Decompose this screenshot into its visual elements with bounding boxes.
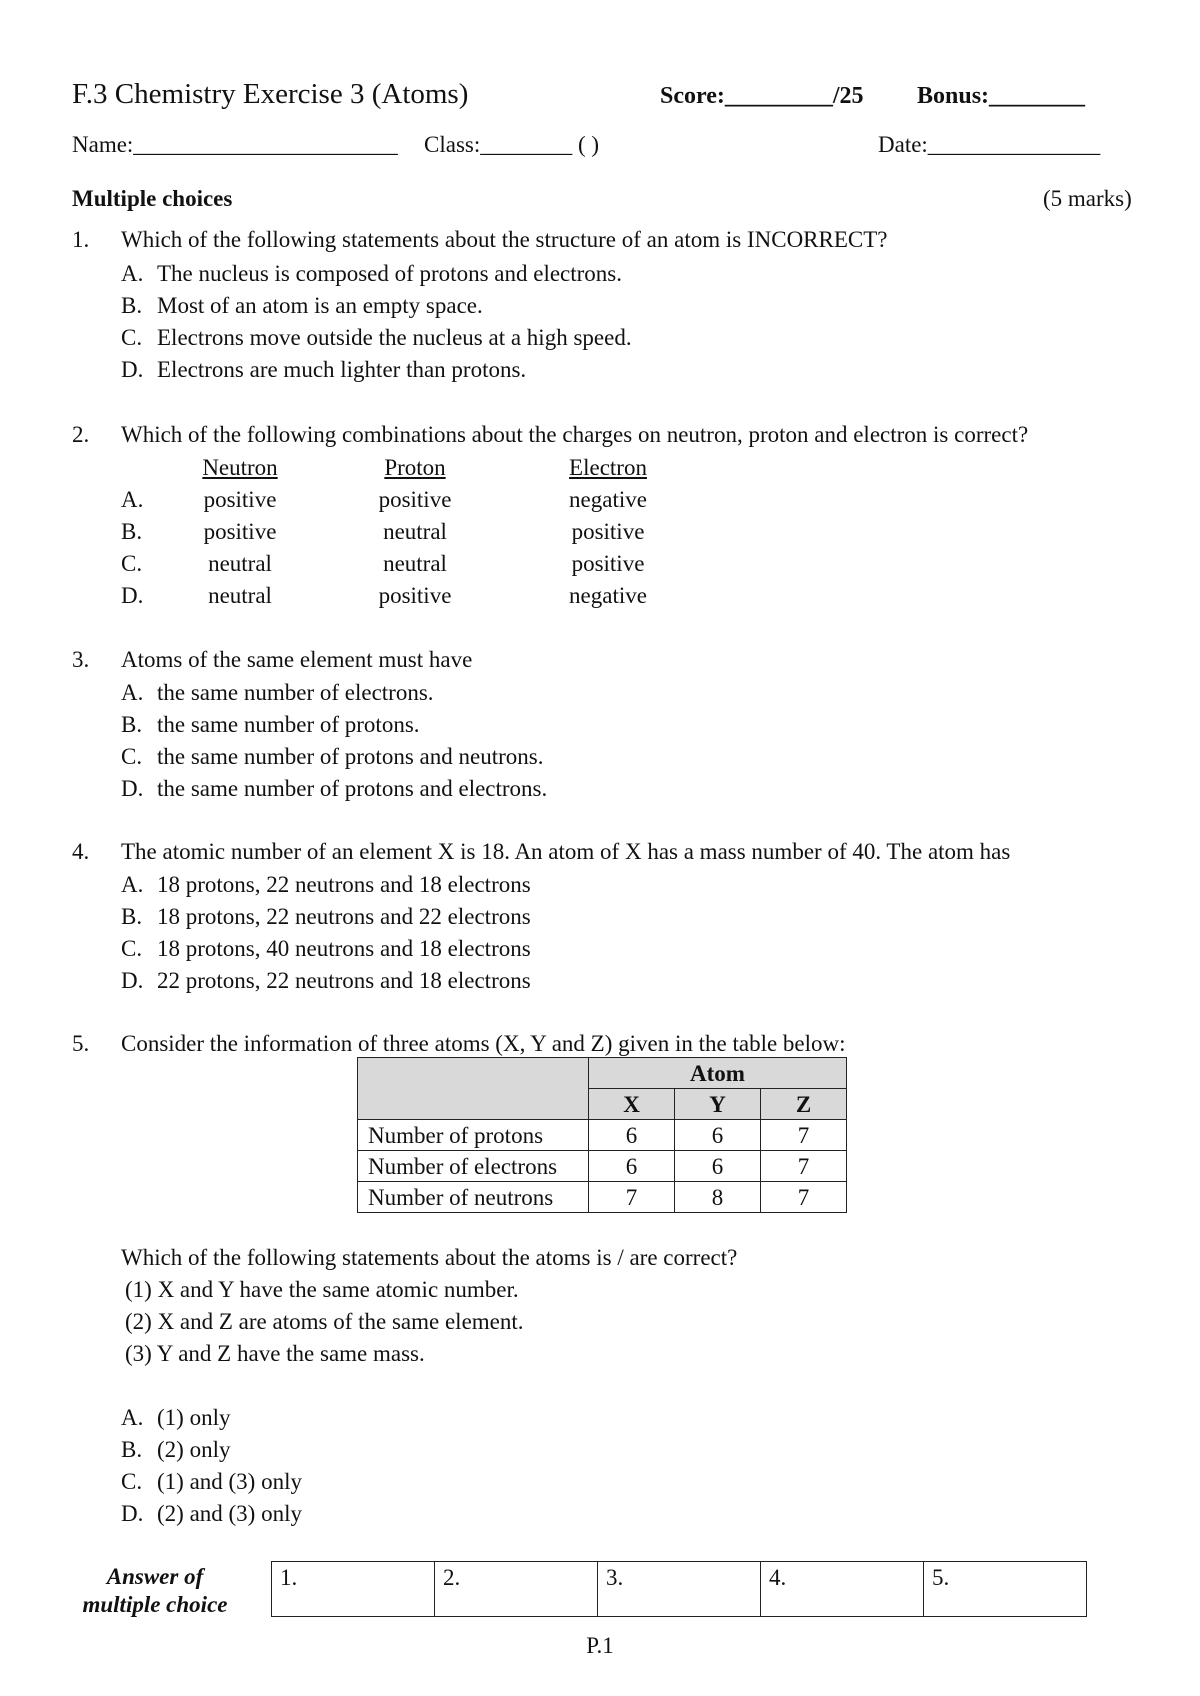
q4-option-text: 18 protons, 40 neutrons and 18 electrons [157,936,531,961]
answer-cell-3[interactable]: 3. [598,1562,761,1617]
q1-option-letter: D. [121,357,144,382]
q1-option-letter: C. [121,325,143,350]
page-number: P.1 [586,1633,614,1658]
table-row [358,1151,847,1182]
q2-cell: positive [203,519,277,544]
q2-cell: positive [571,519,645,544]
q1-option-text: Electrons are much lighter than protons. [157,357,527,382]
section-marks: (5 marks) [1043,186,1132,211]
q4-option-text: 18 protons, 22 neutrons and 22 electrons [157,904,531,929]
q1-number: 1. [72,227,90,252]
table-cell: 6 [589,1151,675,1182]
q5-statement: (2) X and Z are atoms of the same element. [125,1309,524,1334]
q5-number: 5. [72,1031,90,1056]
table-cell: 7 [761,1182,847,1213]
q5-text: Consider the information of three atoms (X, Y and Z) given in the table below: [121,1031,846,1056]
q2-number: 2. [72,422,90,447]
table-cell: 7 [761,1120,847,1151]
table-corner-cell [358,1058,589,1120]
q1-option-text: Electrons move outside the nucleus at a high speed. [157,325,632,350]
table-row [358,1182,847,1213]
q2-text: Which of the following combinations about the charges on neutron, proton and electron is correct? [121,422,1029,447]
q3-option-text: the same number of protons and neutrons. [157,744,544,769]
q2-cell: neutral [383,519,447,544]
table-cell: 6 [675,1120,761,1151]
q2-row-letter: C. [121,551,143,576]
bonus-field[interactable]: Bonus:________ [917,83,1086,109]
table-group-header: Atom [589,1058,847,1089]
q3-option-text: the same number of protons. [157,712,420,737]
q4-option-letter: A. [121,872,144,897]
q4-number: 4. [72,839,90,864]
table-column-header: X [589,1089,675,1120]
page-title: F.3 Chemistry Exercise 3 (Atoms) [72,78,469,110]
table-row [358,1120,847,1151]
q3-option-text: the same number of protons and electrons. [157,776,548,801]
q1-option-text: The nucleus is composed of protons and electrons. [157,261,622,286]
q4-option-text: 22 protons, 22 neutrons and 18 electrons [157,968,531,993]
q3-option-letter: D. [121,776,144,801]
table-cell: 6 [589,1120,675,1151]
q2-cell: positive [571,551,645,576]
q2-row-letter: D. [121,583,144,608]
score-field[interactable]: Score:_________/25 [660,83,864,109]
answer-cell-2[interactable]: 2. [435,1562,598,1617]
date-field[interactable]: Date:_______________ [878,132,1101,157]
table-row-label: Number of electrons [358,1151,589,1182]
answer-cell-4[interactable]: 4. [761,1562,924,1617]
atom-info-table [357,1057,847,1213]
q5-option-letter: A. [121,1405,144,1430]
q5-option-text: (1) only [157,1405,231,1430]
q4-option-text: 18 protons, 22 neutrons and 18 electrons [157,872,531,897]
q2-header-proton: Proton [384,455,446,480]
q2-cell: positive [378,487,452,512]
q5-question: Which of the following statements about the atoms is / are correct? [121,1245,738,1270]
name-field[interactable]: Name:_______________________ [72,132,398,157]
q2-cell: negative [569,487,647,512]
table-cell: 7 [761,1151,847,1182]
q4-option-letter: C. [121,936,143,961]
q2-cell: positive [203,487,277,512]
q3-number: 3. [72,647,90,672]
q5-option-text: (1) and (3) only [157,1469,302,1494]
q5-option-text: (2) and (3) only [157,1501,302,1526]
q1-option-text: Most of an atom is an empty space. [157,293,483,318]
q2-header-neutron: Neutron [202,455,278,480]
answer-cell-1[interactable]: 1. [272,1562,435,1617]
q2-row-letter: B. [121,519,143,544]
q2-cell: neutral [383,551,447,576]
q4-option-letter: B. [121,904,143,929]
q5-statement: (3) Y and Z have the same mass. [125,1341,425,1366]
class-field[interactable]: Class:________ ( ) [424,132,600,157]
q1-option-letter: B. [121,293,143,318]
q3-text: Atoms of the same element must have [121,647,473,672]
answer-table [271,1561,1087,1617]
table-cell: 7 [589,1182,675,1213]
answer-label-line: Answer of [106,1564,204,1589]
table-cell: 6 [675,1151,761,1182]
table-cell: 8 [675,1182,761,1213]
answer-cell-5[interactable]: 5. [924,1562,1087,1617]
answer-label-line: multiple choice [82,1592,228,1617]
q5-option-letter: D. [121,1501,144,1526]
q2-header-electron: Electron [569,455,647,480]
q3-option-letter: A. [121,680,144,705]
q2-cell: positive [378,583,452,608]
table-column-header: Y [675,1089,761,1120]
q5-option-text: (2) only [157,1437,231,1462]
section-title: Multiple choices [72,186,233,211]
q3-option-letter: C. [121,744,143,769]
answer-label [70,1563,240,1619]
q4-option-letter: D. [121,968,144,993]
q1-option-letter: A. [121,261,144,286]
q1-text: Which of the following statements about the structure of an atom is INCORRECT? [121,227,888,252]
table-column-header: Z [761,1089,847,1120]
q5-option-letter: B. [121,1437,143,1462]
q3-option-text: the same number of electrons. [157,680,434,705]
q2-row-letter: A. [121,487,144,512]
q5-statement: (1) X and Y have the same atomic number. [125,1277,519,1302]
q4-text: The atomic number of an element X is 18. An atom of X has a mass number of 40. The atom has [121,839,1011,864]
q5-option-letter: C. [121,1469,143,1494]
q2-cell: negative [569,583,647,608]
q3-option-letter: B. [121,712,143,737]
q2-cell: neutral [208,551,272,576]
table-row-label: Number of protons [358,1120,589,1151]
table-row-label: Number of neutrons [358,1182,589,1213]
q2-cell: neutral [208,583,272,608]
